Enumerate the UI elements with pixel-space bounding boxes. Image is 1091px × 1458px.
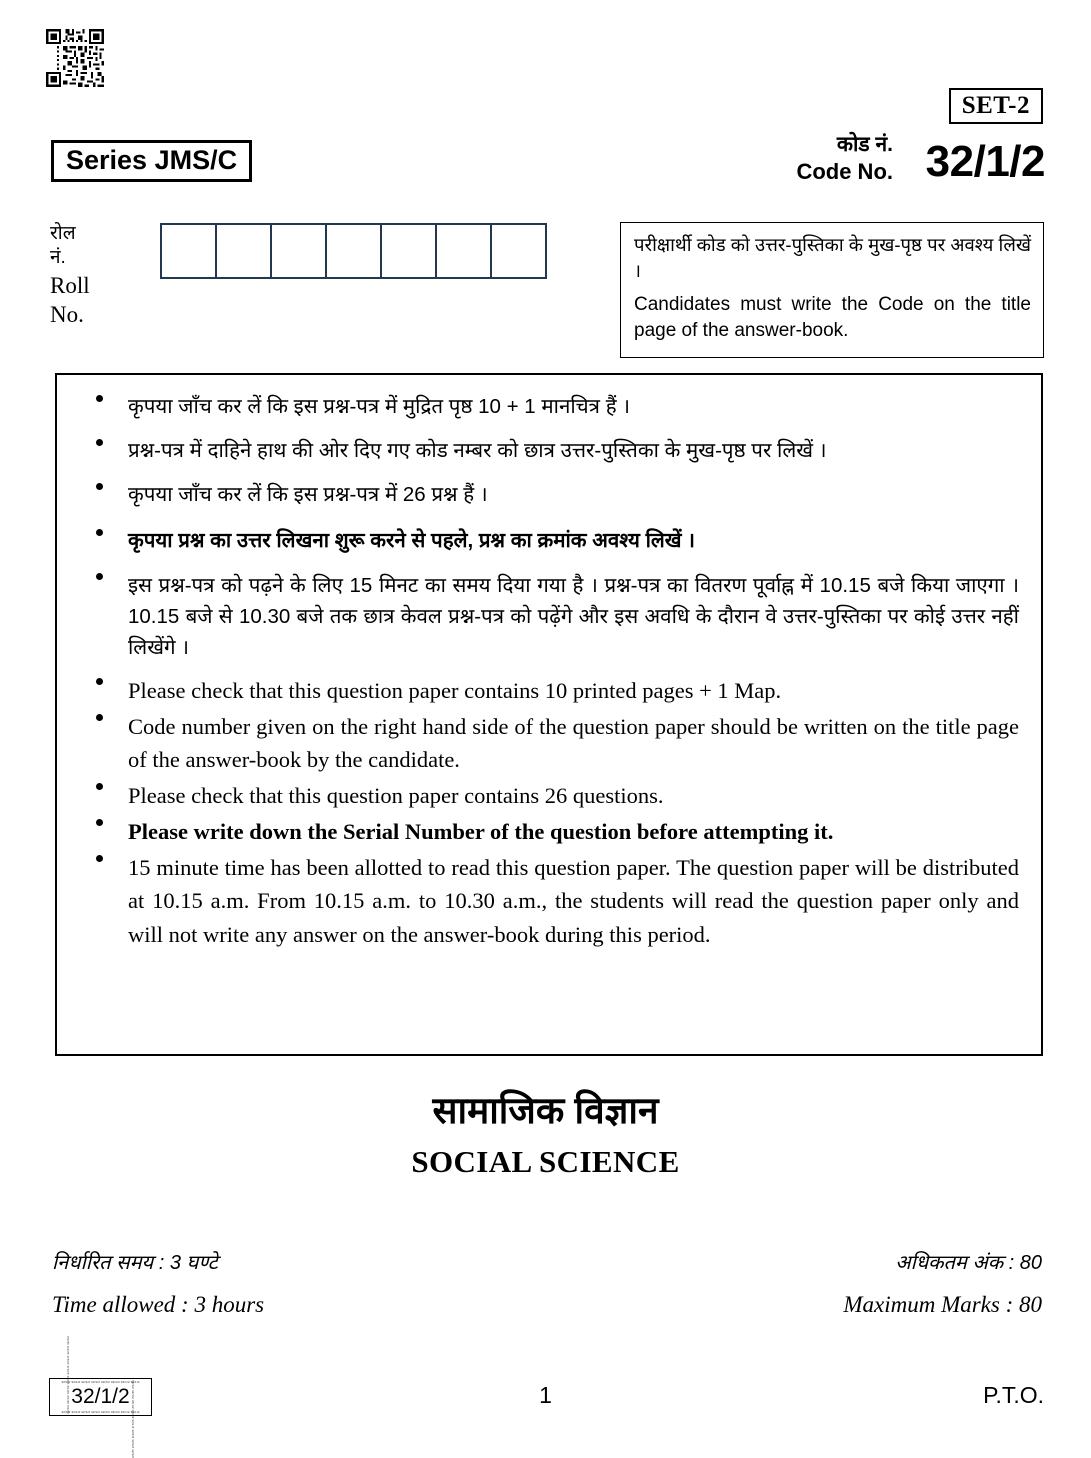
maximum-marks-hindi: अधिकतम अंक : 80	[895, 1252, 1042, 1274]
series-label: Series JMS/C	[51, 140, 252, 182]
roll-number-cell[interactable]	[162, 225, 217, 277]
candidates-note-hindi: परीक्षार्थी कोड को उत्तर-पुस्तिका के मुख-पृष्ठ पर अवश्य लिखें ।	[634, 234, 1031, 282]
bullet-dot-icon	[96, 395, 103, 402]
code-number-block	[690, 134, 1045, 206]
roll-number-cell[interactable]	[217, 225, 272, 277]
instruction-text-english: Code number given on the right hand side of the question paper should be written on the title page of the answer-book by the candidate.	[128, 714, 1019, 773]
footer-microtext-right: 32/1/2 32/1/2 32/1/2 32/1/2 32/1/2 32/1/2 32/1/2 32/1/2	[131, 1380, 135, 1458]
roll-label-hindi: रोल नं.	[50, 223, 76, 269]
roll-number-grid[interactable]	[160, 223, 547, 279]
bullet-dot-icon	[96, 529, 103, 536]
instruction-item	[79, 435, 1019, 466]
instruction-item	[79, 479, 1019, 510]
footer-microtext-left: 32/1/2 32/1/2 32/1/2 32/1/2 32/1/2 32/1/2 32/1/2 32/1/2	[66, 1335, 70, 1414]
code-number-labels	[796, 134, 893, 183]
instruction-item	[79, 674, 1019, 707]
candidates-note-box	[620, 222, 1044, 358]
time-allowed-hindi: निर्धारित समय : 3 घण्टे	[52, 1252, 218, 1274]
roll-number-cell[interactable]	[272, 225, 327, 277]
instructions-list	[79, 391, 1019, 951]
candidates-note-english: Candidates must write the Code on the title page of the answer-book.	[634, 293, 1031, 342]
bullet-dot-icon	[96, 678, 103, 685]
code-number-value: 32/1/2	[925, 137, 1045, 186]
instruction-item	[79, 815, 1019, 848]
bullet-dot-icon	[96, 714, 103, 721]
instruction-item	[79, 710, 1019, 776]
footer-microtext-bottom: 32/1/2 32/1/2 32/1/2 32/1/2 32/1/2 32/1/2 32/1/2 32/1/2	[61, 1410, 140, 1414]
subject-title-hindi: सामाजिक विज्ञान	[432, 1090, 659, 1131]
time-allowed-english: Time allowed : 3 hours	[52, 1292, 265, 1317]
subject-title-block	[0, 1090, 1091, 1180]
exam-meta-hindi-row	[52, 1248, 1042, 1275]
set-badge: SET-2	[949, 88, 1043, 124]
instruction-text-english: Please write down the Serial Number of the question before attempting it.	[128, 819, 834, 845]
roll-number-labels	[50, 222, 90, 330]
instruction-text-hindi: प्रश्न-पत्र में दाहिने हाथ की ओर दिए गए कोड नम्बर को छात्र उत्तर-पुस्तिका के मुख-पृष्ठ पर लिखें ।	[128, 439, 827, 463]
bullet-dot-icon	[96, 483, 103, 490]
roll-number-cell[interactable]	[382, 225, 437, 277]
instruction-text-hindi: इस प्रश्न-पत्र को पढ़ने के लिए 15 मिनट का समय दिया गया है । प्रश्न-पत्र का वितरण पूर्वाह्न में 10.15 बजे किया जाएगा । 10.15 बजे से 10.30 बजे तक छात्र केवल प्रश्न-पत्र को पढ़ेंगे और इस अवधि के दौरान वे उत्तर-पुस्तिका पर कोई उत्तर नहीं लिखेंगे ।	[128, 573, 1019, 659]
roll-label-english: Roll No.	[50, 272, 90, 328]
qr-code-icon	[44, 27, 106, 89]
code-label-hindi: कोड नं.	[836, 133, 893, 156]
instruction-item	[79, 779, 1019, 812]
bullet-dot-icon	[96, 855, 103, 862]
maximum-marks-english: Maximum Marks : 80	[843, 1292, 1042, 1317]
bullet-dot-icon	[96, 819, 103, 826]
instruction-text-english: 15 minute time has been allotted to read this question paper. The question paper will be distributed at 10.15 a.m. From 10.15 a.m. to 10.30 a.m., the students will read the question paper only and will not write any answer on the answer-book during this period.	[128, 855, 1019, 947]
footer-code-value: 32/1/2	[71, 1385, 130, 1408]
exam-meta-english-row	[52, 1292, 1042, 1318]
bullet-dot-icon	[96, 439, 103, 446]
subject-title-english: SOCIAL SCIENCE	[411, 1143, 680, 1179]
footer-microtext-top: 32/1/2 32/1/2 32/1/2 32/1/2 32/1/2 32/1/2 32/1/2 32/1/2	[61, 1380, 140, 1384]
bullet-dot-icon	[96, 783, 103, 790]
instruction-item	[79, 851, 1019, 950]
instruction-text-hindi: कृपया प्रश्न का उत्तर लिखना शुरू करने से पहले, प्रश्न का क्रमांक अवश्य लिखें ।	[128, 529, 696, 553]
roll-number-cell[interactable]	[327, 225, 382, 277]
bullet-dot-icon	[96, 573, 103, 580]
instruction-item	[79, 570, 1019, 663]
instruction-text-english: Please check that this question paper contains 26 questions.	[128, 783, 664, 809]
roll-number-cell[interactable]	[492, 225, 547, 277]
code-label-english: Code No.	[796, 159, 893, 184]
page-number: 1	[539, 1382, 552, 1408]
instruction-text-hindi: कृपया जाँच कर लें कि इस प्रश्न-पत्र में 26 प्रश्न हैं ।	[128, 483, 488, 507]
instruction-text-english: Please check that this question paper contains 10 printed pages + 1 Map.	[128, 678, 782, 704]
pto-label: P.T.O.	[983, 1382, 1044, 1408]
instruction-item	[79, 525, 1019, 556]
instruction-item	[79, 391, 1019, 422]
instruction-text-hindi: कृपया जाँच कर लें कि इस प्रश्न-पत्र में मुद्रित पृष्ठ 10 + 1 मानचित्र हैं ।	[128, 395, 631, 418]
roll-number-cell[interactable]	[437, 225, 492, 277]
instructions-box	[55, 373, 1043, 1056]
